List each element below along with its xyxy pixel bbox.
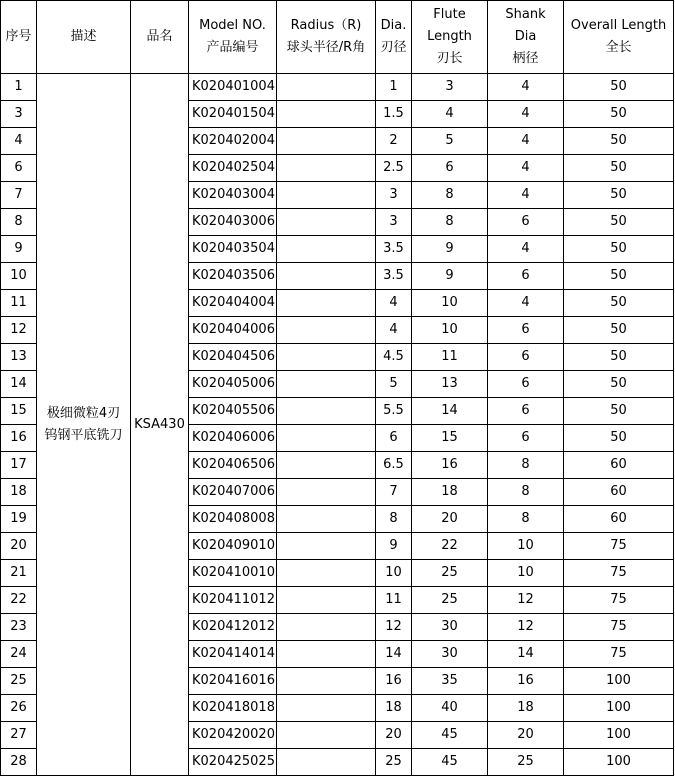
cell-dia: 12	[376, 614, 412, 641]
cell-no: 18	[1, 479, 37, 506]
cell-dia: 5	[376, 371, 412, 398]
cell-no: 11	[1, 290, 37, 317]
cell-overall-length: 50	[564, 425, 674, 452]
cell-model-no: K020401004	[189, 74, 277, 101]
cell-radius	[277, 722, 376, 749]
col-header-flute-cn: 刃长	[436, 51, 463, 66]
cell-model-no: K020405006	[189, 371, 277, 398]
cell-model-no: K020402004	[189, 128, 277, 155]
cell-radius	[277, 668, 376, 695]
cell-no: 15	[1, 398, 37, 425]
cell-dia: 6	[376, 425, 412, 452]
cell-dia: 4	[376, 290, 412, 317]
cell-model-no: K020407006	[189, 479, 277, 506]
cell-overall-length: 100	[564, 695, 674, 722]
cell-model-no: K020414014	[189, 641, 277, 668]
cell-no: 16	[1, 425, 37, 452]
cell-dia: 3	[376, 182, 412, 209]
cell-no: 22	[1, 587, 37, 614]
cell-model-no: K020425025	[189, 749, 277, 776]
cell-no: 28	[1, 749, 37, 776]
cell-overall-length: 75	[564, 614, 674, 641]
cell-shank-dia: 16	[488, 668, 564, 695]
cell-flute-length: 6	[412, 155, 488, 182]
cell-no: 13	[1, 344, 37, 371]
cell-overall-length: 60	[564, 506, 674, 533]
cell-radius	[277, 398, 376, 425]
cell-dia: 4.5	[376, 344, 412, 371]
cell-dia: 5.5	[376, 398, 412, 425]
cell-description	[37, 74, 131, 776]
cell-flute-length: 14	[412, 398, 488, 425]
cell-dia: 14	[376, 641, 412, 668]
cell-shank-dia: 6	[488, 371, 564, 398]
cell-dia: 25	[376, 749, 412, 776]
cell-model-no: K020404006	[189, 317, 277, 344]
cell-flute-length: 18	[412, 479, 488, 506]
cell-radius	[277, 749, 376, 776]
cell-shank-dia: 4	[488, 128, 564, 155]
cell-shank-dia: 4	[488, 74, 564, 101]
cell-shank-dia: 12	[488, 614, 564, 641]
cell-shank-dia: 6	[488, 263, 564, 290]
description-line-2: 钨钢平底铣刀	[44, 427, 123, 443]
cell-overall-length: 100	[564, 668, 674, 695]
col-header-shank-en2: Dia	[514, 29, 537, 44]
cell-radius	[277, 182, 376, 209]
cell-flute-length: 25	[412, 587, 488, 614]
cell-flute-length: 45	[412, 749, 488, 776]
cell-no: 9	[1, 236, 37, 263]
col-header-flute-en1: Flute	[433, 7, 466, 22]
cell-flute-length: 15	[412, 425, 488, 452]
cell-dia: 1.5	[376, 101, 412, 128]
col-header-shank-dia	[488, 1, 564, 74]
col-header-radius-en: Radius（R)	[290, 18, 362, 33]
cell-model-no: K020416016	[189, 668, 277, 695]
cell-radius	[277, 371, 376, 398]
cell-shank-dia: 6	[488, 209, 564, 236]
cell-overall-length: 75	[564, 587, 674, 614]
cell-shank-dia: 4	[488, 290, 564, 317]
header-row	[1, 1, 674, 74]
cell-model-no: K020401504	[189, 101, 277, 128]
cell-overall-length: 50	[564, 155, 674, 182]
cell-model-no: K020409010	[189, 533, 277, 560]
cell-shank-dia: 6	[488, 344, 564, 371]
cell-flute-length: 30	[412, 614, 488, 641]
cell-flute-length: 8	[412, 182, 488, 209]
cell-flute-length: 35	[412, 668, 488, 695]
cell-model-no: K020406506	[189, 452, 277, 479]
cell-no: 3	[1, 101, 37, 128]
cell-flute-length: 45	[412, 722, 488, 749]
cell-overall-length: 50	[564, 74, 674, 101]
cell-radius	[277, 209, 376, 236]
cell-flute-length: 10	[412, 317, 488, 344]
cell-radius	[277, 317, 376, 344]
cell-model-no: K020418018	[189, 695, 277, 722]
cell-shank-dia: 20	[488, 722, 564, 749]
cell-radius	[277, 560, 376, 587]
cell-model-no: K020410010	[189, 560, 277, 587]
cell-model-no: K020403004	[189, 182, 277, 209]
cell-radius	[277, 263, 376, 290]
cell-dia: 9	[376, 533, 412, 560]
cell-shank-dia: 4	[488, 236, 564, 263]
cell-shank-dia: 4	[488, 101, 564, 128]
cell-flute-length: 16	[412, 452, 488, 479]
cell-model-no: K020403506	[189, 263, 277, 290]
cell-model-no: K020412012	[189, 614, 277, 641]
cell-radius	[277, 101, 376, 128]
cell-overall-length: 100	[564, 722, 674, 749]
cell-dia: 20	[376, 722, 412, 749]
col-header-model-no	[189, 1, 277, 74]
cell-shank-dia: 4	[488, 182, 564, 209]
cell-shank-dia: 4	[488, 155, 564, 182]
cell-shank-dia: 14	[488, 641, 564, 668]
cell-flute-length: 22	[412, 533, 488, 560]
cell-radius	[277, 479, 376, 506]
col-header-dia-en: Dia.	[380, 18, 407, 33]
cell-dia: 1	[376, 74, 412, 101]
cell-dia: 2	[376, 128, 412, 155]
cell-no: 24	[1, 641, 37, 668]
cell-shank-dia: 6	[488, 317, 564, 344]
cell-dia: 8	[376, 506, 412, 533]
cell-radius	[277, 425, 376, 452]
cell-flute-length: 11	[412, 344, 488, 371]
col-header-shank-en1: Shank	[505, 7, 546, 22]
cell-dia: 11	[376, 587, 412, 614]
cell-overall-length: 50	[564, 101, 674, 128]
cell-flute-length: 30	[412, 641, 488, 668]
cell-radius	[277, 533, 376, 560]
cell-no: 27	[1, 722, 37, 749]
cell-radius	[277, 236, 376, 263]
description-line-1: 极细微粒4刃	[46, 405, 121, 421]
cell-dia: 10	[376, 560, 412, 587]
cell-flute-length: 8	[412, 209, 488, 236]
cell-no: 23	[1, 614, 37, 641]
cell-model-no: K020404004	[189, 290, 277, 317]
cell-shank-dia: 10	[488, 560, 564, 587]
cell-radius	[277, 74, 376, 101]
cell-dia: 2.5	[376, 155, 412, 182]
cell-shank-dia: 10	[488, 533, 564, 560]
col-header-no: 序号	[1, 1, 37, 74]
cell-overall-length: 75	[564, 560, 674, 587]
cell-radius	[277, 155, 376, 182]
col-header-product-name: 品名	[131, 1, 189, 74]
cell-radius	[277, 614, 376, 641]
cell-no: 21	[1, 560, 37, 587]
cell-radius	[277, 506, 376, 533]
cell-flute-length: 9	[412, 263, 488, 290]
cell-overall-length: 100	[564, 749, 674, 776]
cell-model-no: K020411012	[189, 587, 277, 614]
col-header-shank-cn: 柄径	[512, 51, 539, 66]
col-header-model-en: Model NO.	[199, 18, 266, 33]
cell-no: 20	[1, 533, 37, 560]
cell-dia: 6.5	[376, 452, 412, 479]
cell-radius	[277, 344, 376, 371]
cell-overall-length: 50	[564, 209, 674, 236]
cell-model-no: K020402504	[189, 155, 277, 182]
cell-no: 12	[1, 317, 37, 344]
col-header-flute-en2: Length	[427, 29, 472, 44]
cell-radius	[277, 290, 376, 317]
cell-flute-length: 13	[412, 371, 488, 398]
col-header-dia-cn: 刃径	[380, 40, 407, 55]
cell-overall-length: 50	[564, 263, 674, 290]
cell-no: 17	[1, 452, 37, 479]
cell-radius	[277, 641, 376, 668]
cell-dia: 7	[376, 479, 412, 506]
cell-overall-length: 75	[564, 533, 674, 560]
cell-no: 25	[1, 668, 37, 695]
col-header-radius	[277, 1, 376, 74]
cell-shank-dia: 8	[488, 506, 564, 533]
cell-product-name: KSA430	[131, 74, 189, 776]
cell-shank-dia: 6	[488, 398, 564, 425]
cell-overall-length: 50	[564, 371, 674, 398]
cell-no: 26	[1, 695, 37, 722]
cell-overall-length: 50	[564, 344, 674, 371]
cell-model-no: K020403006	[189, 209, 277, 236]
cell-model-no: K020405506	[189, 398, 277, 425]
cell-flute-length: 10	[412, 290, 488, 317]
col-header-description: 描述	[37, 1, 131, 74]
cell-dia: 16	[376, 668, 412, 695]
cell-shank-dia: 6	[488, 425, 564, 452]
cell-flute-length: 25	[412, 560, 488, 587]
cell-shank-dia: 12	[488, 587, 564, 614]
cell-dia: 3.5	[376, 263, 412, 290]
cell-overall-length: 60	[564, 479, 674, 506]
cell-dia: 3.5	[376, 236, 412, 263]
table-row	[1, 74, 674, 101]
cell-radius	[277, 587, 376, 614]
cell-no: 7	[1, 182, 37, 209]
cell-overall-length: 50	[564, 398, 674, 425]
cell-no: 4	[1, 128, 37, 155]
cell-overall-length: 50	[564, 182, 674, 209]
cell-shank-dia: 8	[488, 479, 564, 506]
col-header-overall-en: Overall Length	[570, 18, 667, 33]
col-header-flute-length	[412, 1, 488, 74]
cell-no: 14	[1, 371, 37, 398]
cell-dia: 18	[376, 695, 412, 722]
cell-model-no: K020408008	[189, 506, 277, 533]
col-header-model-cn: 产品编号	[206, 40, 259, 55]
cell-radius	[277, 695, 376, 722]
cell-shank-dia: 25	[488, 749, 564, 776]
cell-shank-dia: 18	[488, 695, 564, 722]
cell-radius	[277, 452, 376, 479]
cell-flute-length: 4	[412, 101, 488, 128]
col-header-overall-cn: 全长	[605, 40, 632, 55]
cell-overall-length: 50	[564, 290, 674, 317]
cell-dia: 4	[376, 317, 412, 344]
cell-no: 1	[1, 74, 37, 101]
cell-model-no: K020420020	[189, 722, 277, 749]
cell-overall-length: 50	[564, 317, 674, 344]
cell-shank-dia: 8	[488, 452, 564, 479]
col-header-radius-cn: 球头半径/R角	[286, 40, 366, 55]
cell-radius	[277, 128, 376, 155]
cell-model-no: K020403504	[189, 236, 277, 263]
cell-dia: 3	[376, 209, 412, 236]
cell-flute-length: 40	[412, 695, 488, 722]
cell-no: 8	[1, 209, 37, 236]
table-body	[1, 74, 674, 776]
cell-model-no: K020406006	[189, 425, 277, 452]
cell-no: 10	[1, 263, 37, 290]
cell-model-no: K020404506	[189, 344, 277, 371]
cell-no: 6	[1, 155, 37, 182]
cell-flute-length: 3	[412, 74, 488, 101]
col-header-overall-length	[564, 1, 674, 74]
cell-overall-length: 75	[564, 641, 674, 668]
cell-flute-length: 9	[412, 236, 488, 263]
cell-flute-length: 20	[412, 506, 488, 533]
cell-overall-length: 50	[564, 236, 674, 263]
cell-overall-length: 50	[564, 128, 674, 155]
cell-overall-length: 60	[564, 452, 674, 479]
cell-no: 19	[1, 506, 37, 533]
cell-flute-length: 5	[412, 128, 488, 155]
col-header-dia	[376, 1, 412, 74]
